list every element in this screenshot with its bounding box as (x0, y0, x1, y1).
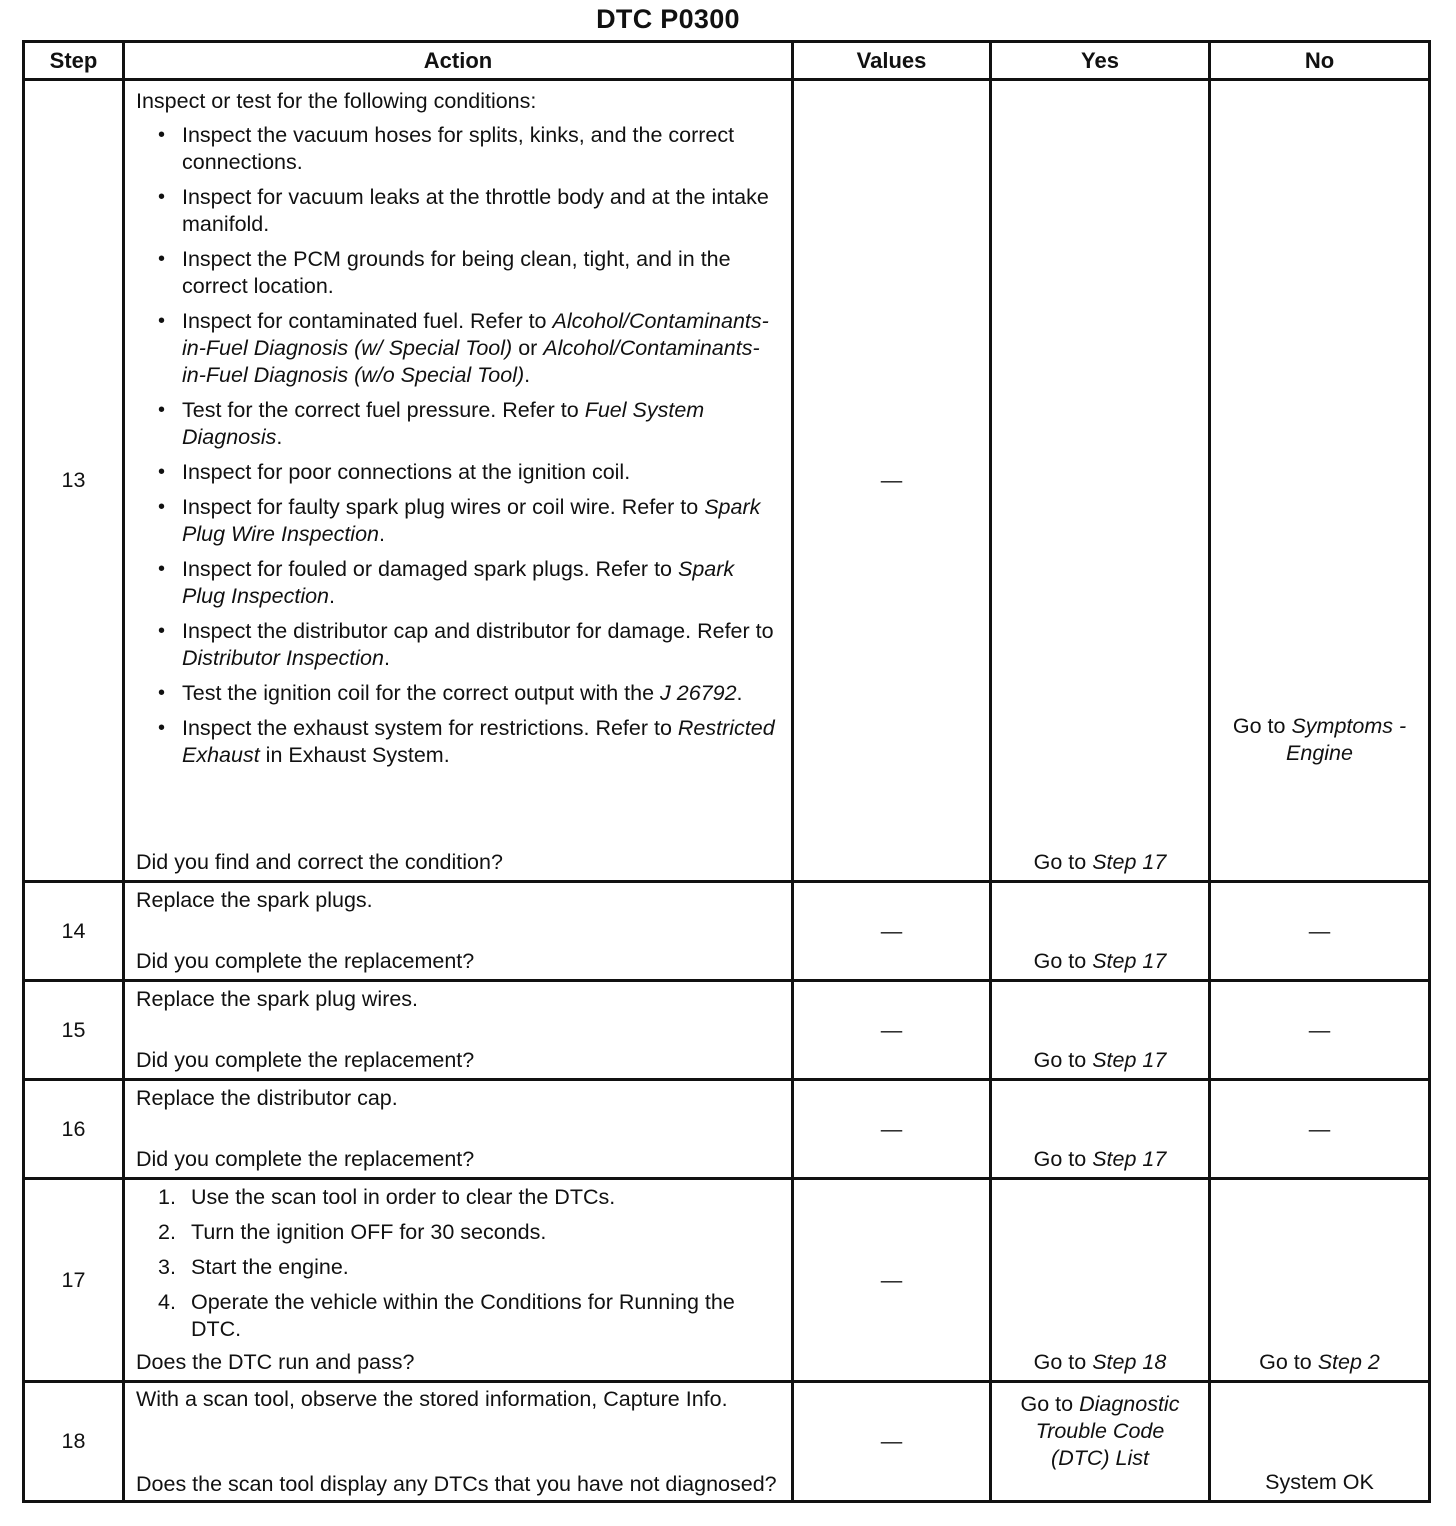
no-link[interactable]: Go to Symptoms - Engine (1232, 714, 1407, 765)
bullet-icon: • (158, 248, 166, 270)
table-row-step-13 (24, 80, 1430, 882)
bullet-icon: • (158, 124, 166, 146)
action-question: Does the scan tool display any DTCs that you have not diagnosed? (136, 1472, 777, 1496)
table-row-step-18 (24, 1382, 1430, 1502)
no-cell: — (1210, 1080, 1430, 1179)
action-cell (124, 882, 793, 981)
bullet-icon: • (158, 186, 166, 208)
list-item: • Inspect for contaminated fuel. Refer to Alcohol/Contaminants-in-Fuel Diagnosis (w/ Special Tool) or Alcohol/Contaminants-in-Fuel Diagnosis (w/o Special Tool). (158, 309, 769, 387)
step-number: 17 (24, 1179, 124, 1382)
step-number: 18 (24, 1382, 124, 1502)
yes-link[interactable]: Go to Step 18 (1033, 1350, 1167, 1374)
value-cell: — (793, 1382, 991, 1502)
no-cell: — (1210, 882, 1430, 981)
reference-link[interactable]: Alcohol/Contaminants-in-Fuel Diagnosis (w/ Special Tool) (182, 309, 769, 360)
list-item: • Inspect for faulty spark plug wires or coil wire. Refer to Spark Plug Wire Inspection. (158, 495, 761, 546)
table-row-step-17 (24, 1179, 1430, 1382)
value-cell: — (793, 981, 991, 1080)
list-item: • Inspect for vacuum leaks at the throttle body and at the intake manifold. (158, 185, 769, 236)
list-item: 4. Operate the vehicle within the Conditions for Running the DTC. (158, 1290, 735, 1341)
action-cell (124, 1179, 793, 1382)
no-cell: — (1210, 981, 1430, 1080)
yes-link[interactable]: Go to Step 17 (1033, 850, 1167, 874)
bullet-icon: • (158, 717, 166, 739)
yes-cell (991, 981, 1210, 1080)
reference-link[interactable]: Spark Plug Wire Inspection (182, 495, 761, 546)
bullet-icon: • (158, 461, 166, 483)
no-cell (1210, 80, 1430, 882)
yes-cell (991, 1382, 1210, 1502)
header-yes: Yes (991, 42, 1210, 80)
procedure-list (136, 1184, 781, 1343)
bullet-icon: • (158, 682, 166, 704)
yes-cell (991, 1080, 1210, 1179)
step-number: 13 (24, 80, 124, 882)
reference-link[interactable]: Spark Plug Inspection (182, 557, 735, 608)
yes-link[interactable]: Go to Step 17 (1033, 949, 1167, 973)
table-row-step-14 (24, 882, 1430, 981)
reference-link[interactable]: Alcohol/Contaminants-in-Fuel Diagnosis (w/o Special Tool) (182, 336, 760, 387)
tool-reference: J 26792 (660, 681, 737, 705)
action-cell (124, 80, 793, 882)
header-step: Step (24, 42, 124, 80)
list-item: • Test for the correct fuel pressure. Refer to Fuel System Diagnosis. (158, 398, 705, 449)
action-question: Did you find and correct the condition? (136, 850, 503, 874)
no-cell (1210, 1179, 1430, 1382)
condition-list (136, 122, 781, 769)
header-values: Values (793, 42, 991, 80)
table-row-step-16 (24, 1080, 1430, 1179)
page-title: DTC P0300 (596, 4, 740, 34)
action-text: Replace the spark plug wires. (136, 987, 419, 1011)
action-text: Replace the distributor cap. (136, 1086, 398, 1110)
action-intro: Inspect or test for the following conditions: (136, 89, 537, 113)
list-item: • Test the ignition coil for the correct output with the J 26792. (158, 681, 743, 705)
list-item: 2. Turn the ignition OFF for 30 seconds. (158, 1220, 547, 1244)
reference-link[interactable]: Restricted Exhaust (182, 716, 775, 767)
action-question: Does the DTC run and pass? (136, 1350, 415, 1374)
value-cell: — (793, 80, 991, 882)
bullet-icon: • (158, 399, 166, 421)
value-cell: — (793, 1179, 991, 1382)
action-question: Did you complete the replacement? (136, 949, 475, 973)
reference-link[interactable]: Fuel System Diagnosis (182, 398, 705, 449)
bullet-icon: • (158, 620, 166, 642)
yes-link[interactable]: Go to Step 17 (1033, 1147, 1167, 1171)
no-cell (1210, 1382, 1430, 1502)
list-item: 3. Start the engine. (158, 1255, 349, 1279)
action-text: Replace the spark plugs. (136, 888, 373, 912)
diagnostic-table (22, 40, 1431, 1503)
list-item: • Inspect the vacuum hoses for splits, kinks, and the correct connections. (158, 123, 735, 174)
list-item: • Inspect for fouled or damaged spark plugs. Refer to Spark Plug Inspection. (158, 557, 735, 608)
yes-link[interactable]: Go to Step 17 (1033, 1048, 1167, 1072)
step-number: 16 (24, 1080, 124, 1179)
action-cell (124, 1080, 793, 1179)
step-number: 15 (24, 981, 124, 1080)
bullet-icon: • (158, 558, 166, 580)
header-no: No (1210, 42, 1430, 80)
action-cell (124, 1382, 793, 1502)
list-item: • Inspect the PCM grounds for being clean, tight, and in the correct location. (158, 247, 731, 298)
step-number: 14 (24, 882, 124, 981)
header-row (24, 42, 1430, 80)
value-cell: — (793, 882, 991, 981)
action-question: Did you complete the replacement? (136, 1147, 475, 1171)
action-text: With a scan tool, observe the stored information, Capture Info. (136, 1387, 728, 1411)
list-item: 1. Use the scan tool in order to clear the DTCs. (158, 1185, 616, 1209)
yes-cell (991, 882, 1210, 981)
no-result: System OK (1265, 1470, 1374, 1494)
list-item: • Inspect for poor connections at the ignition coil. (158, 460, 631, 484)
yes-cell (991, 80, 1210, 882)
reference-link[interactable]: Distributor Inspection (182, 646, 384, 670)
bullet-icon: • (158, 310, 166, 332)
yes-link[interactable]: Go to Diagnostic Trouble Code (DTC) List (1020, 1392, 1180, 1470)
yes-cell (991, 1179, 1210, 1382)
value-cell: — (793, 1080, 991, 1179)
list-item: • Inspect the distributor cap and distributor for damage. Refer to Distributor Inspection. (158, 619, 774, 670)
action-cell (124, 981, 793, 1080)
action-question: Did you complete the replacement? (136, 1048, 475, 1072)
bullet-icon: • (158, 496, 166, 518)
list-item: • Inspect the exhaust system for restrictions. Refer to Restricted Exhaust in Exhaust System. (158, 716, 775, 767)
no-link[interactable]: Go to Step 2 (1259, 1350, 1380, 1374)
header-action: Action (124, 42, 793, 80)
table-row-step-15 (24, 981, 1430, 1080)
